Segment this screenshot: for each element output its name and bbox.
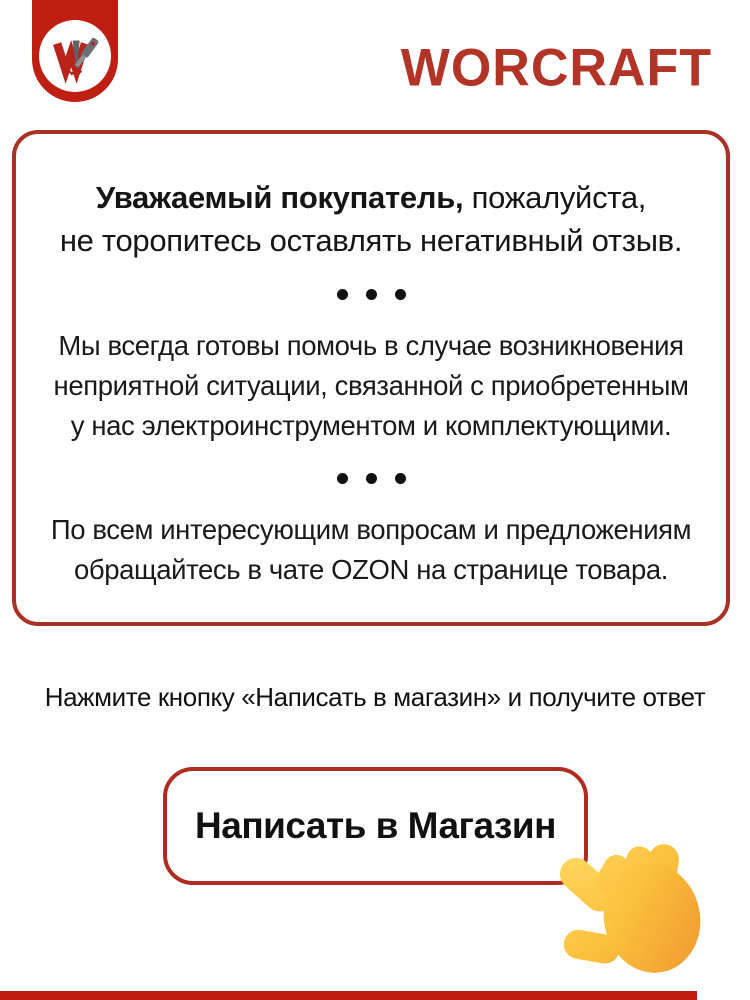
paragraph-contact (16, 510, 726, 590)
heading-bold-text: Уважаемый покупатель, (95, 180, 464, 215)
write-to-store-button[interactable]: Написать в Магазин (163, 767, 588, 885)
dot (337, 289, 348, 300)
worcraft-w-icon (47, 28, 103, 84)
heading-line2: не торопитесь оставлять негативный отзыв. (59, 223, 683, 258)
cta-instruction: Нажмите кнопку «Написать в магазин» и получите ответ (44, 682, 706, 712)
dot (337, 473, 348, 484)
bottom-accent-bar (0, 991, 697, 1000)
dot (366, 473, 377, 484)
notice-heading (16, 176, 726, 262)
paragraph-line: обращайтесь в чате OZON на странице товара. (74, 554, 668, 585)
dots-separator (16, 473, 726, 484)
pointing-hand-icon (552, 836, 702, 976)
dot (395, 473, 406, 484)
dot (395, 289, 406, 300)
paragraph-line: у нас электроинструментом и комплектующими. (70, 410, 672, 441)
paragraph-line: Мы всегда готовы помочь в случае возникновения (58, 330, 684, 361)
dot (366, 289, 377, 300)
paragraph-line: По всем интересующим вопросам и предложениям (50, 514, 692, 545)
paragraph-support (16, 326, 726, 446)
heading-line1 (16, 176, 726, 219)
brand-logotype: WORCRAFT (400, 38, 712, 98)
paragraph-line: неприятной ситуации, связанной с приобретенным (53, 370, 689, 401)
brand-badge-ribbon (32, 0, 118, 102)
notice-card (12, 130, 730, 626)
heading-tail-text: пожалуйста, (471, 180, 647, 215)
brand-badge-circle (39, 20, 111, 92)
dots-separator (16, 289, 726, 300)
